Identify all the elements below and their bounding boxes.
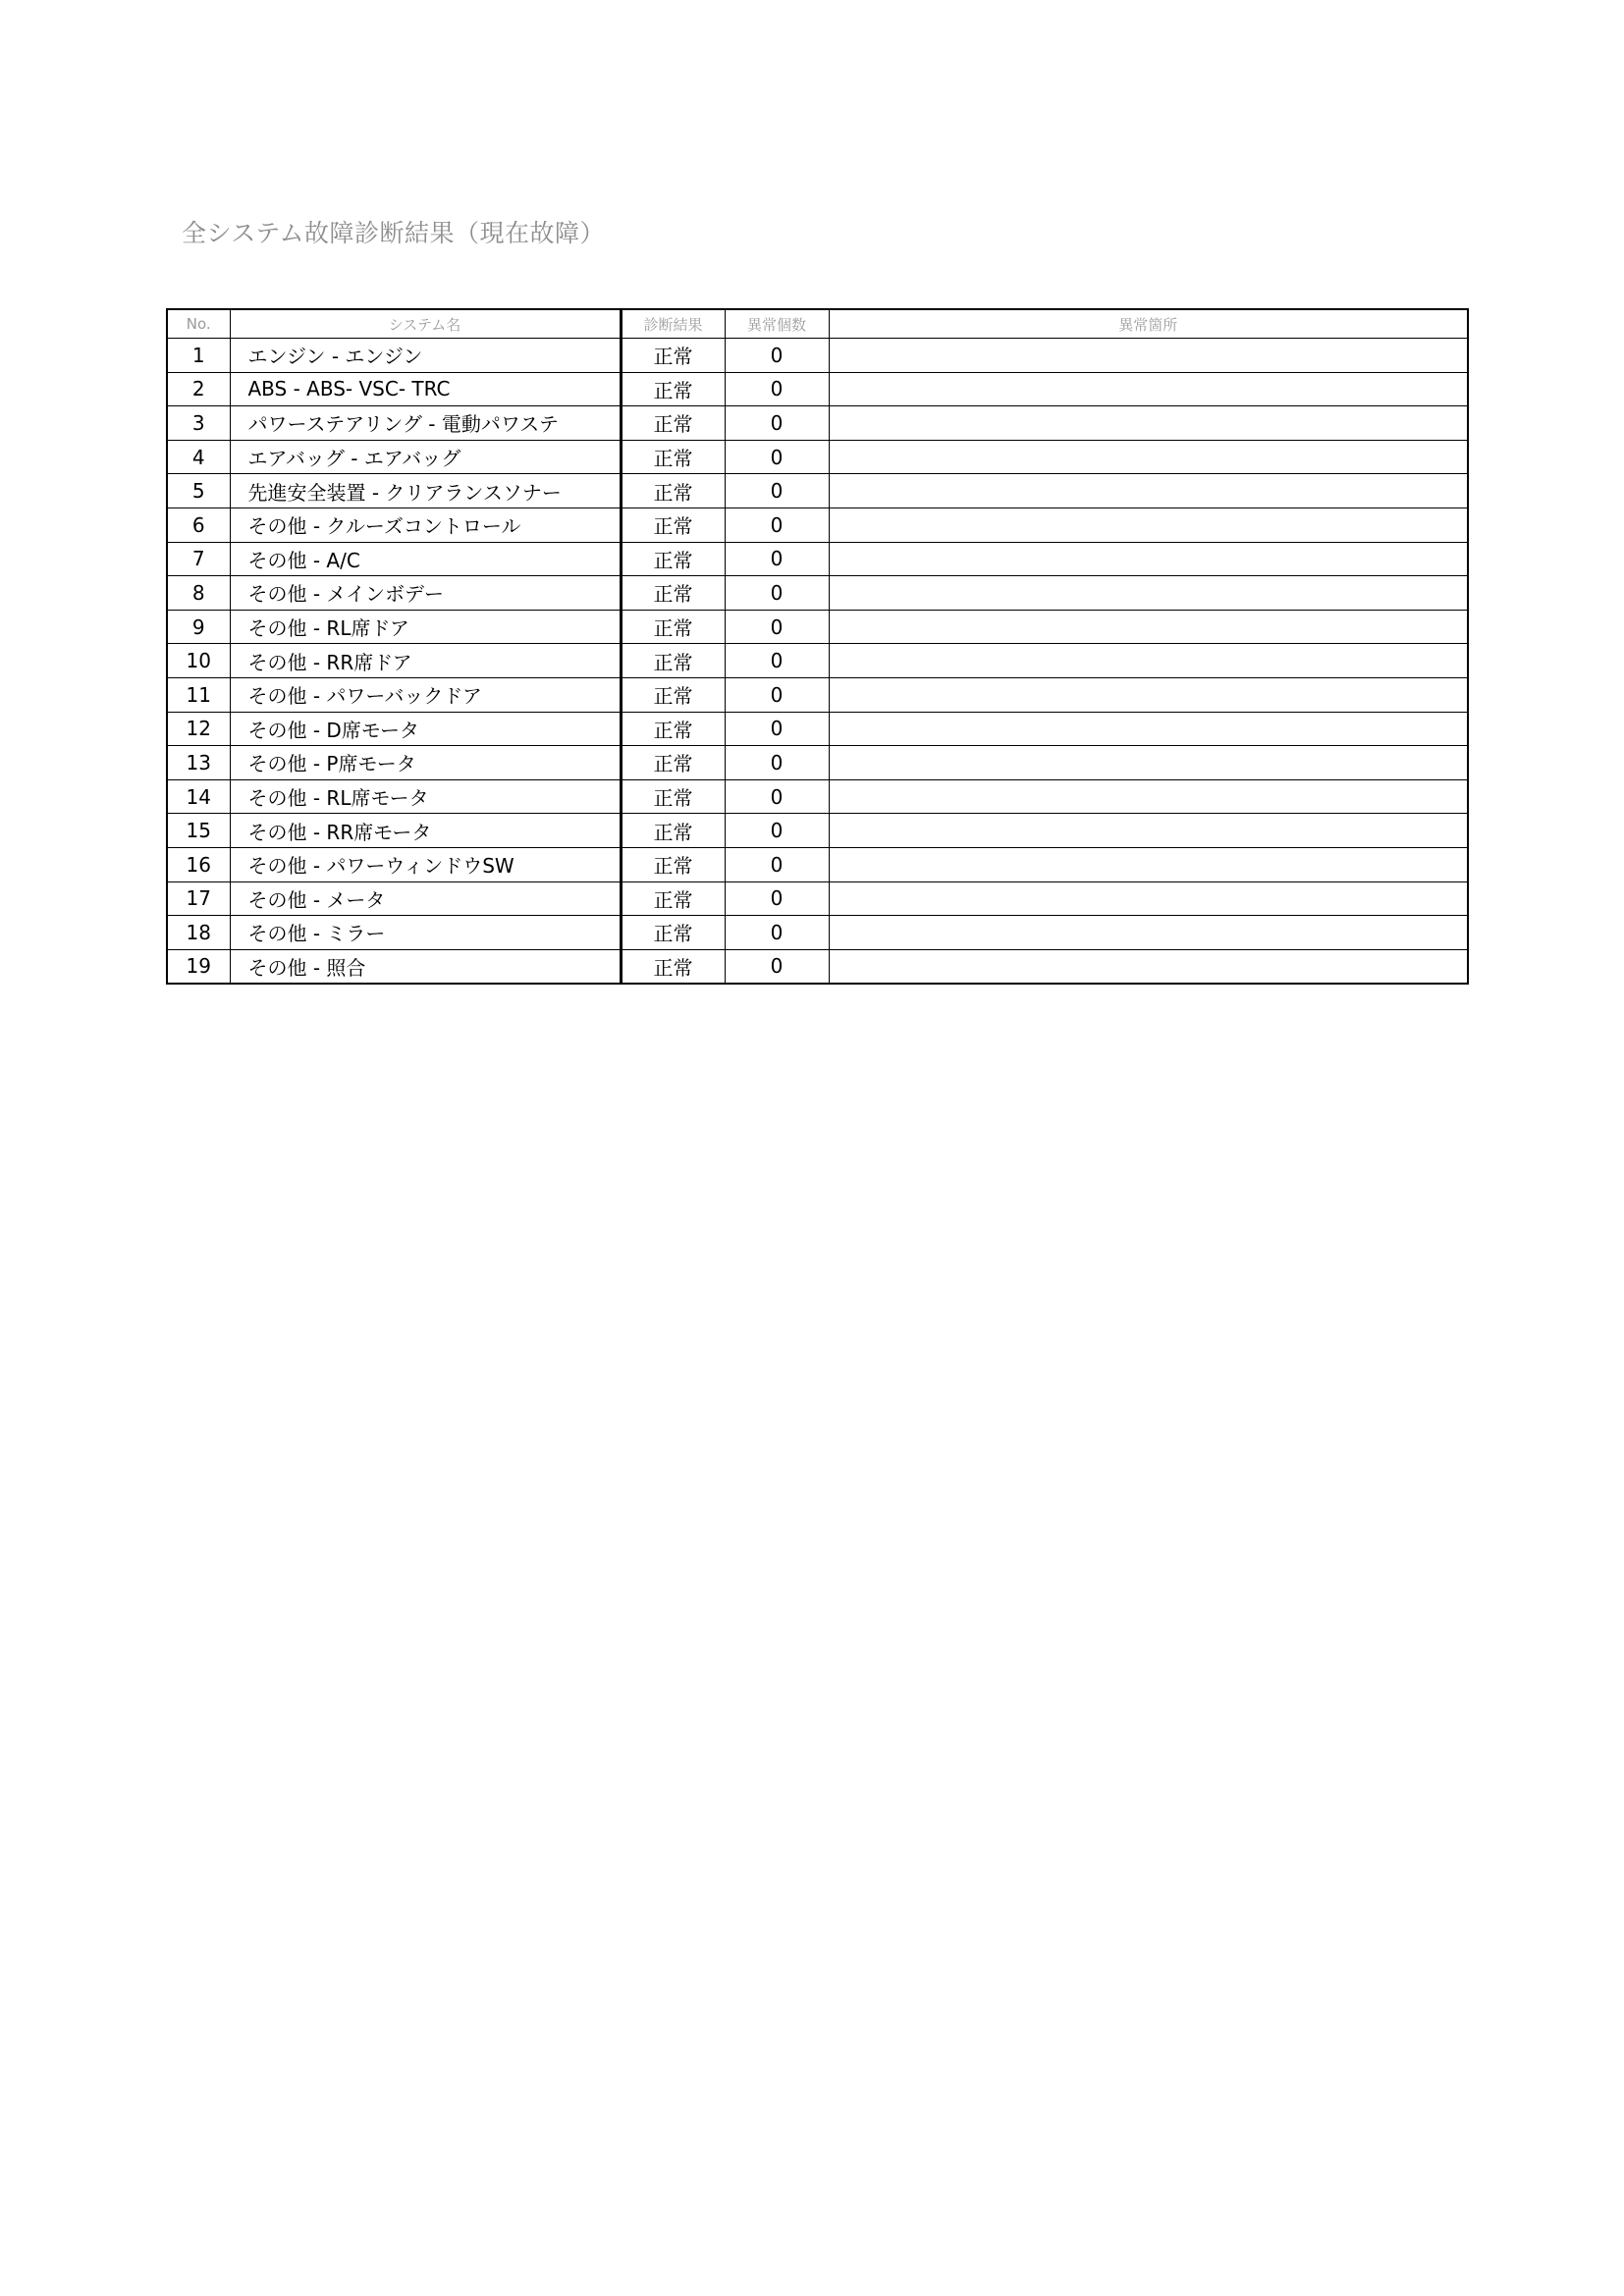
row-count: 0 bbox=[725, 406, 829, 441]
table-row bbox=[167, 372, 1468, 406]
row-location bbox=[829, 576, 1468, 611]
row-result: 正常 bbox=[621, 507, 725, 542]
table-row bbox=[167, 881, 1468, 916]
row-system-name: その他 - ミラー bbox=[230, 916, 621, 950]
row-no: 10 bbox=[167, 644, 230, 678]
row-system-name: その他 - RL席ドア bbox=[230, 610, 621, 644]
row-result: 正常 bbox=[621, 677, 725, 712]
row-no: 19 bbox=[167, 949, 230, 984]
table-row bbox=[167, 916, 1468, 950]
row-result: 正常 bbox=[621, 746, 725, 780]
row-location bbox=[829, 474, 1468, 508]
row-count: 0 bbox=[725, 847, 829, 881]
row-location bbox=[829, 847, 1468, 881]
row-result: 正常 bbox=[621, 916, 725, 950]
row-location bbox=[829, 916, 1468, 950]
table-row bbox=[167, 644, 1468, 678]
table-row bbox=[167, 440, 1468, 474]
row-system-name: その他 - 照合 bbox=[230, 949, 621, 984]
table-header-row bbox=[167, 309, 1468, 339]
row-location bbox=[829, 507, 1468, 542]
row-count: 0 bbox=[725, 746, 829, 780]
row-result: 正常 bbox=[621, 712, 725, 746]
row-count: 0 bbox=[725, 339, 829, 373]
row-system-name: その他 - RR席モータ bbox=[230, 814, 621, 848]
row-no: 5 bbox=[167, 474, 230, 508]
row-no: 12 bbox=[167, 712, 230, 746]
row-count: 0 bbox=[725, 916, 829, 950]
row-result: 正常 bbox=[621, 474, 725, 508]
row-result: 正常 bbox=[621, 779, 725, 814]
row-system-name: その他 - P席モータ bbox=[230, 746, 621, 780]
row-no: 6 bbox=[167, 507, 230, 542]
row-no: 9 bbox=[167, 610, 230, 644]
header-location: 異常箇所 bbox=[829, 309, 1468, 339]
row-system-name: エアバッグ - エアバッグ bbox=[230, 440, 621, 474]
row-location bbox=[829, 712, 1468, 746]
row-count: 0 bbox=[725, 542, 829, 576]
row-system-name: その他 - A/C bbox=[230, 542, 621, 576]
table-row bbox=[167, 474, 1468, 508]
table-row bbox=[167, 779, 1468, 814]
row-count: 0 bbox=[725, 814, 829, 848]
header-system-name: システム名 bbox=[230, 309, 621, 339]
row-location bbox=[829, 339, 1468, 373]
table-header bbox=[167, 309, 1468, 339]
row-system-name: その他 - RR席ドア bbox=[230, 644, 621, 678]
row-result: 正常 bbox=[621, 576, 725, 611]
row-no: 15 bbox=[167, 814, 230, 848]
table-row bbox=[167, 949, 1468, 984]
row-count: 0 bbox=[725, 576, 829, 611]
row-result: 正常 bbox=[621, 847, 725, 881]
row-no: 4 bbox=[167, 440, 230, 474]
page-title: 全システム故障診断結果（現在故障） bbox=[182, 219, 606, 247]
row-system-name: 先進安全装置 - クリアランスソナー bbox=[230, 474, 621, 508]
row-location bbox=[829, 746, 1468, 780]
row-system-name: その他 - パワーバックドア bbox=[230, 677, 621, 712]
table-row bbox=[167, 677, 1468, 712]
row-system-name: その他 - パワーウィンドウSW bbox=[230, 847, 621, 881]
table-row bbox=[167, 406, 1468, 441]
row-location bbox=[829, 949, 1468, 984]
row-location bbox=[829, 372, 1468, 406]
table-row bbox=[167, 339, 1468, 373]
row-no: 18 bbox=[167, 916, 230, 950]
row-location bbox=[829, 814, 1468, 848]
table-row bbox=[167, 542, 1468, 576]
header-count: 異常個数 bbox=[725, 309, 829, 339]
row-result: 正常 bbox=[621, 372, 725, 406]
row-no: 3 bbox=[167, 406, 230, 441]
row-result: 正常 bbox=[621, 440, 725, 474]
row-no: 11 bbox=[167, 677, 230, 712]
row-result: 正常 bbox=[621, 644, 725, 678]
table-row bbox=[167, 814, 1468, 848]
table-row bbox=[167, 746, 1468, 780]
diagnosis-results-table bbox=[166, 308, 1469, 985]
row-location bbox=[829, 440, 1468, 474]
row-result: 正常 bbox=[621, 610, 725, 644]
row-result: 正常 bbox=[621, 949, 725, 984]
row-system-name: ABS - ABS- VSC- TRC bbox=[230, 372, 621, 406]
row-system-name: その他 - メータ bbox=[230, 881, 621, 916]
row-location bbox=[829, 677, 1468, 712]
header-no: No. bbox=[167, 309, 230, 339]
table-row bbox=[167, 712, 1468, 746]
row-no: 2 bbox=[167, 372, 230, 406]
table-row bbox=[167, 610, 1468, 644]
row-system-name: パワーステアリング - 電動パワステ bbox=[230, 406, 621, 441]
row-count: 0 bbox=[725, 372, 829, 406]
row-location bbox=[829, 610, 1468, 644]
row-no: 8 bbox=[167, 576, 230, 611]
row-system-name: その他 - メインボデー bbox=[230, 576, 621, 611]
row-system-name: その他 - クルーズコントロール bbox=[230, 507, 621, 542]
row-no: 13 bbox=[167, 746, 230, 780]
row-no: 14 bbox=[167, 779, 230, 814]
row-count: 0 bbox=[725, 474, 829, 508]
row-location bbox=[829, 542, 1468, 576]
row-no: 17 bbox=[167, 881, 230, 916]
header-result: 診断結果 bbox=[621, 309, 725, 339]
table-body bbox=[167, 339, 1468, 985]
row-count: 0 bbox=[725, 881, 829, 916]
row-no: 16 bbox=[167, 847, 230, 881]
row-system-name: その他 - D席モータ bbox=[230, 712, 621, 746]
row-no: 7 bbox=[167, 542, 230, 576]
row-count: 0 bbox=[725, 779, 829, 814]
row-location bbox=[829, 881, 1468, 916]
row-location bbox=[829, 406, 1468, 441]
row-count: 0 bbox=[725, 677, 829, 712]
row-count: 0 bbox=[725, 507, 829, 542]
row-result: 正常 bbox=[621, 881, 725, 916]
row-count: 0 bbox=[725, 644, 829, 678]
row-result: 正常 bbox=[621, 542, 725, 576]
table-row bbox=[167, 847, 1468, 881]
row-no: 1 bbox=[167, 339, 230, 373]
row-result: 正常 bbox=[621, 814, 725, 848]
row-count: 0 bbox=[725, 440, 829, 474]
row-location bbox=[829, 644, 1468, 678]
table-row bbox=[167, 576, 1468, 611]
row-system-name: エンジン - エンジン bbox=[230, 339, 621, 373]
row-result: 正常 bbox=[621, 406, 725, 441]
row-count: 0 bbox=[725, 949, 829, 984]
row-result: 正常 bbox=[621, 339, 725, 373]
row-count: 0 bbox=[725, 712, 829, 746]
row-location bbox=[829, 779, 1468, 814]
row-count: 0 bbox=[725, 610, 829, 644]
table-row bbox=[167, 507, 1468, 542]
row-system-name: その他 - RL席モータ bbox=[230, 779, 621, 814]
